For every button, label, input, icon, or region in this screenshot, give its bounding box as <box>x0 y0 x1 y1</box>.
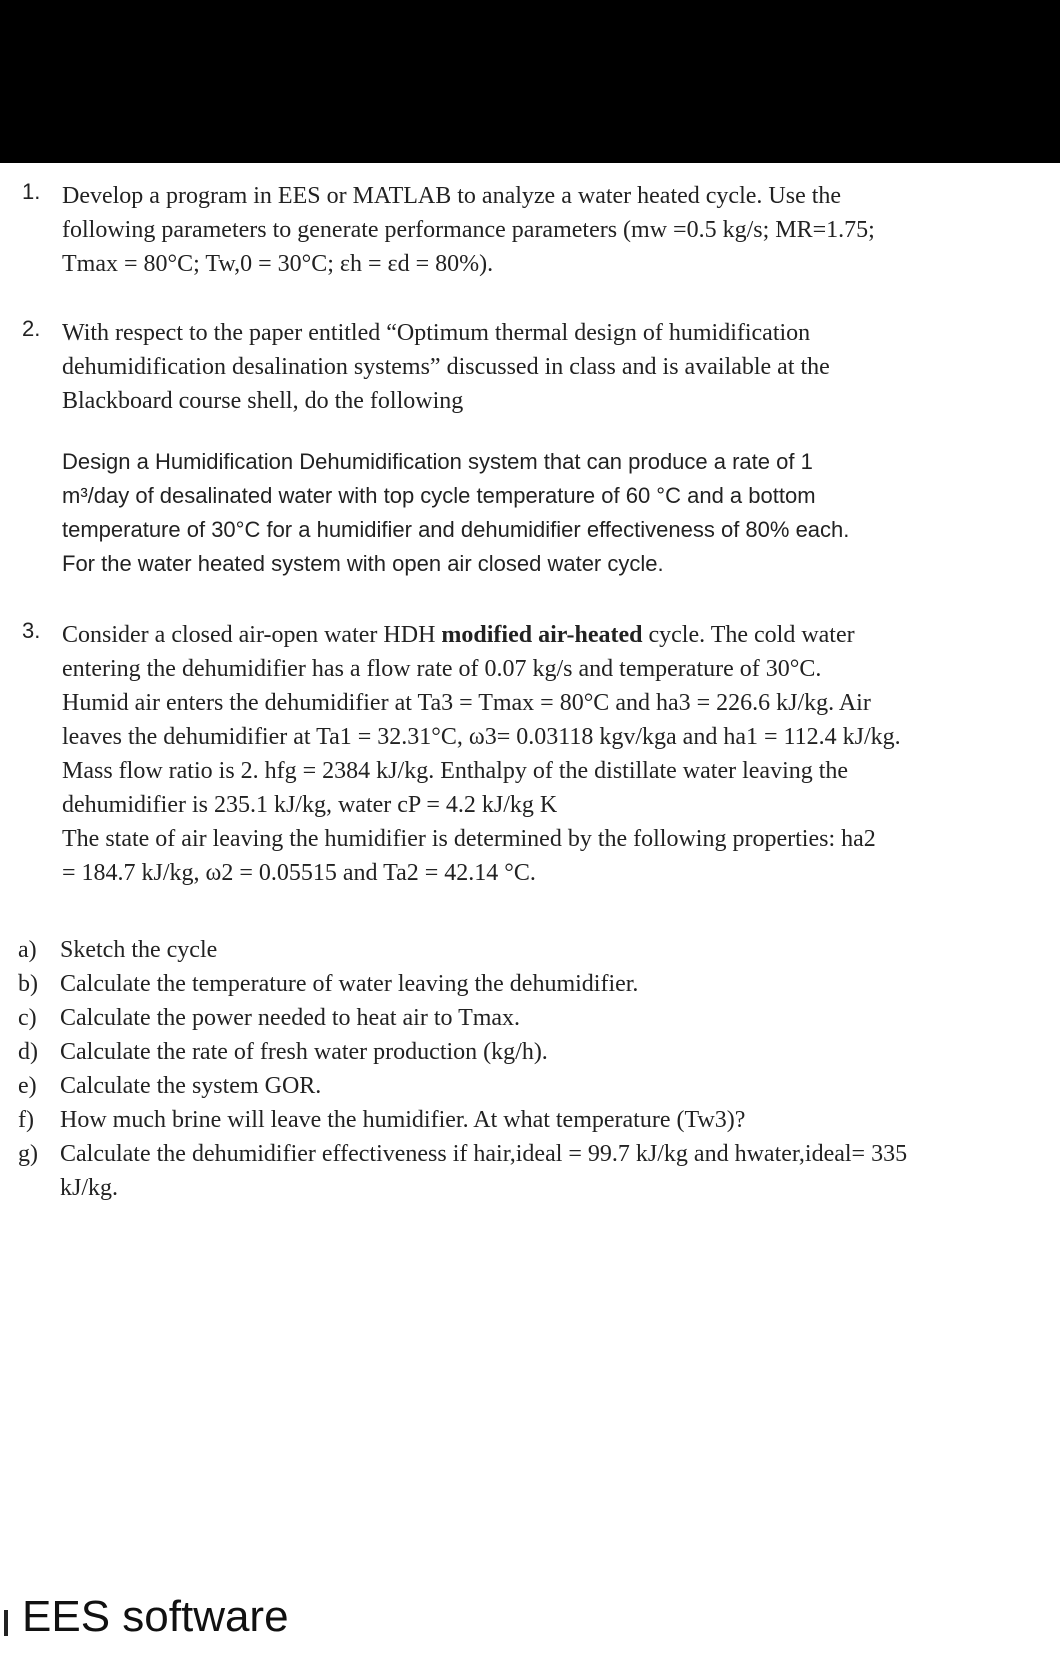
design-line: For the water heated system with open air closed water cycle. <box>62 551 664 576</box>
question-line: The state of air leaving the humidifier is determined by the following properties: ha2 <box>62 826 876 852</box>
part-item <box>18 1035 1038 1069</box>
part-label: c) <box>18 1005 37 1031</box>
part-text: How much brine will leave the humidifier. At what temperature (Tw3)? <box>60 1107 746 1133</box>
question-line: Tmax = 80°C; Tw,0 = 30°C; εh = εd = 80%). <box>62 251 494 277</box>
design-line: Design a Humidification Dehumidification system that can produce a rate of 1 <box>62 449 813 474</box>
question-3-parts <box>18 933 1038 1205</box>
design-line: temperature of 30°C for a humidifier and dehumidifier effectiveness of 80% each. <box>62 517 850 542</box>
question-number: 3. <box>22 618 41 643</box>
part-item <box>18 1069 1038 1103</box>
question-2 <box>22 316 1032 418</box>
cursor-mark <box>4 1610 8 1636</box>
question-line: leaves the dehumidifier at Ta1 = 32.31°C, ω3= 0.03118 kgv/kga and ha1 = 112.4 kJ/kg. <box>62 724 901 750</box>
question-1-text <box>62 179 1032 281</box>
question-2-text <box>62 316 1032 418</box>
part-item <box>18 1137 1038 1205</box>
question-line: Blackboard course shell, do the following <box>62 388 464 414</box>
part-item <box>18 967 1038 1001</box>
question-2-design-task <box>62 445 1042 581</box>
part-text: Sketch the cycle <box>60 937 218 963</box>
text-run: Consider a closed air-open water HDH <box>62 622 442 648</box>
question-number: 2. <box>22 316 41 341</box>
design-line: m³/day of desalinated water with top cycle temperature of 60 °C and a bottom <box>62 483 816 508</box>
part-label: a) <box>18 937 37 963</box>
question-3 <box>22 618 1032 890</box>
question-3-text <box>62 618 1032 890</box>
part-item <box>18 1103 1038 1137</box>
question-line: following parameters to generate performance parameters (mw =0.5 kg/s; MR=1.75; <box>62 217 875 243</box>
question-1 <box>22 179 1032 281</box>
part-text: Calculate the system GOR. <box>60 1073 322 1099</box>
top-black-bar <box>0 0 1060 163</box>
question-line: With respect to the paper entitled “Optimum thermal design of humidification <box>62 320 811 346</box>
part-text: Calculate the dehumidifier effectiveness if hair,ideal = 99.7 kJ/kg and hwater,ideal= 335 <box>60 1141 908 1167</box>
question-line: Humid air enters the dehumidifier at Ta3 = Tmax = 80°C and ha3 = 226.6 kJ/kg. Air <box>62 690 871 716</box>
text-run: cycle. The cold water <box>642 622 855 648</box>
part-text: Calculate the power needed to heat air to Tmax. <box>60 1005 521 1031</box>
question-line: dehumidifier is 235.1 kJ/kg, water cP = 4.2 kJ/kg K <box>62 792 558 818</box>
emphasized-text: modified air-heated <box>441 622 643 648</box>
question-line <box>62 618 1032 652</box>
part-label: d) <box>18 1039 38 1065</box>
part-label: e) <box>18 1073 37 1099</box>
part-label: b) <box>18 971 38 997</box>
part-item <box>18 1001 1038 1035</box>
part-continuation: kJ/kg. <box>60 1175 119 1201</box>
part-label: f) <box>18 1107 34 1133</box>
question-line: = 184.7 kJ/kg, ω2 = 0.05515 and Ta2 = 42.14 °C. <box>62 860 536 886</box>
part-item <box>18 933 1038 967</box>
question-line: Develop a program in EES or MATLAB to analyze a water heated cycle. Use the <box>62 183 842 209</box>
question-line: entering the dehumidifier has a flow rate of 0.07 kg/s and temperature of 30°C. <box>62 656 822 682</box>
part-text: Calculate the temperature of water leaving the dehumidifier. <box>60 971 639 997</box>
question-number: 1. <box>22 179 41 204</box>
footer-text: EES software <box>22 1592 289 1641</box>
part-text: Calculate the rate of fresh water production (kg/h). <box>60 1039 548 1065</box>
footer-label <box>0 1584 1060 1654</box>
part-label: g) <box>18 1141 38 1167</box>
assignment-document <box>0 163 1060 1583</box>
question-line: dehumidification desalination systems” discussed in class and is available at the <box>62 354 830 380</box>
question-line: Mass flow ratio is 2. hfg = 2384 kJ/kg. Enthalpy of the distillate water leaving the <box>62 758 849 784</box>
